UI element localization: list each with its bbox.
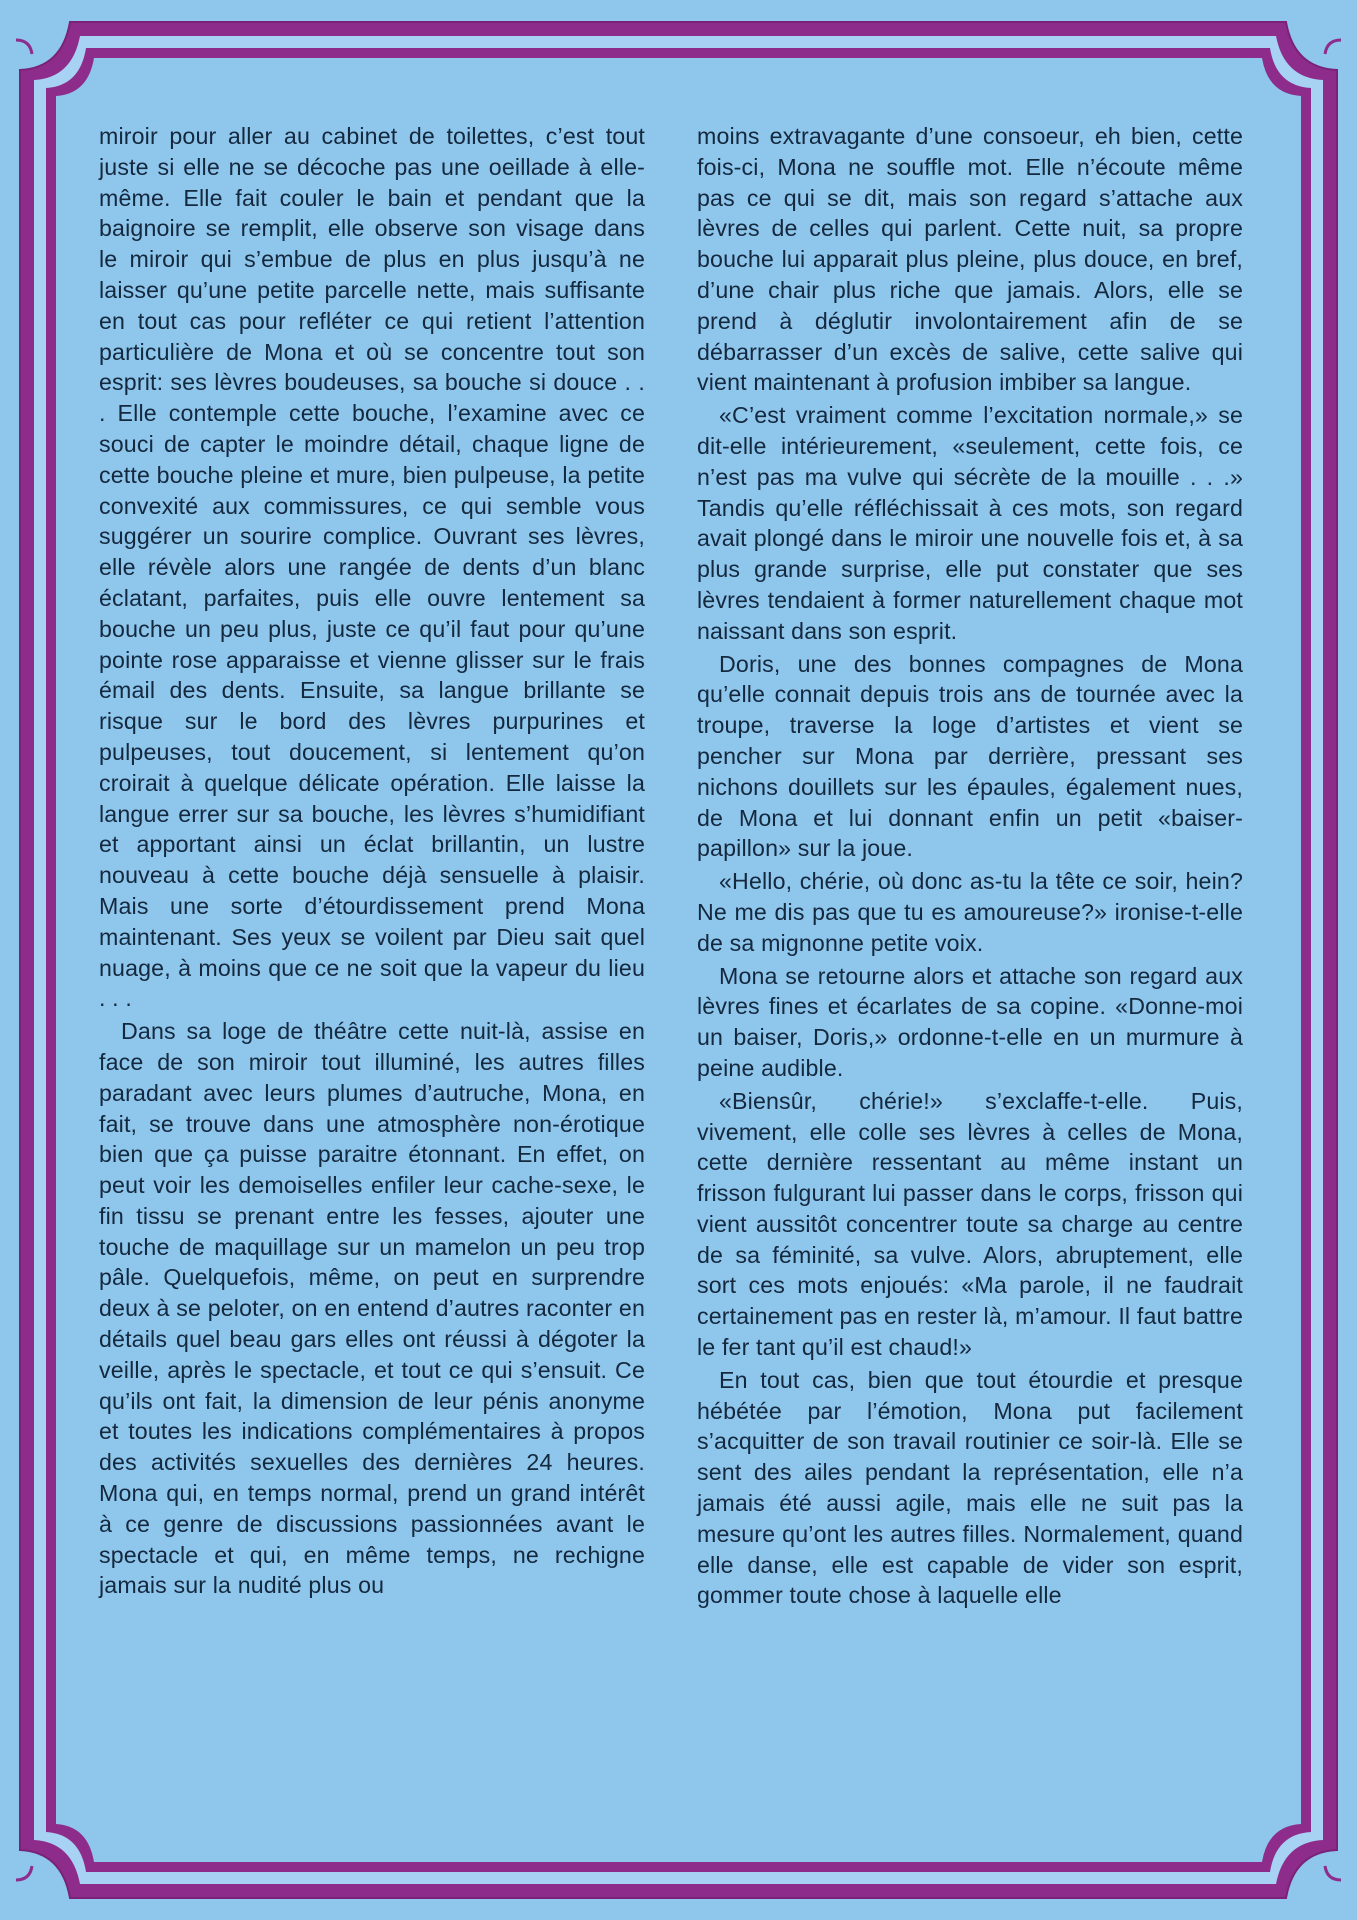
paragraph: En tout cas, bien que tout étourdie et presque hébétée par l’émotion, Mona put facilement s’acquitter de son travail routinier ce soir-là. Elle se sent des ailes pendant la représentation, elle n’a jamais été aussi agile, mais elle ne suit pas la mesure qu’ont les autres filles. Normalement, quand elle danse, elle est capable de vider son esprit, gommer toute chose à laquelle elle: [697, 1366, 1243, 1609]
paragraph: Doris, une des bonnes compagnes de Mona qu’elle connait depuis trois ans de tournée avec la troupe, traverse la loge d’artistes et vient se pencher sur Mona par derrière, pressant ses nichons douillets sur les épaules, également nues, de Mona et lui donnant enfin un petit «baiser-papillon» sur la joue.: [697, 650, 1243, 862]
paragraph: «Hello, chérie, où donc as-tu la tête ce soir, hein? Ne me dis pas que tu es amoureuse?» ironise-t-elle de sa mignonne petite voix.: [697, 868, 1243, 956]
paragraph: miroir pour aller au cabinet de toilettes, c’est tout juste si elle ne se décoche pas une oeillade à elle-même. Elle fait couler le bain et pendant que la baignoire se remplit, elle observe son visage dans le miroir qui s’embue de plus en plus jusqu’à ne laisser qu’une petite parcelle nette, mais suffisante en tout cas pour refléter ce qui retient l’attention particulière de Mona et où se concentre tout son esprit: ses lèvres boudeuses, sa bouche si douce . . . Elle contemple cette bouche, l’examine avec ce souci de capter le moindre détail, chaque ligne de cette bouche pleine et mure, bien pulpeuse, la petite convexité aux commissures, ce qui semble vous suggérer un sourire complice. Ouvrant ses lèvres, elle révèle alors une rangée de dents d’un blanc éclatant, parfaites, puis elle ouvre lentement sa bouche un peu plus, juste ce qu’il faut pour qu’une pointe rose apparaisse et vienne glisser sur le frais émail des dents. Ensuite, sa langue brillante se risque sur le bord des lèvres purpurines et pulpeuses, tout doucement, si lentement qu’on croirait à quelque délicate opération. Elle laisse la langue errer sur sa bouche, les lèvres s’humidifiant et apportant ainsi un éclat brillantin, un lustre nouveau à cette bouche déjà sensuelle à plaisir. Mais une sorte d’étourdissement prend Mona maintenant. Ses yeux se voilent par Dieu sait quel nuage, à moins que ce ne soit que la vapeur du lieu . . .: [99, 123, 645, 1012]
paragraph: moins extravagante d’une consoeur, eh bien, cette fois-ci, Mona ne souffle mot. Elle n’écoute même pas ce qui se dit, mais son regard s’attache aux lèvres de celles qui parlent. Cette nuit, sa propre bouche lui apparait plus pleine, plus douce, en bref, d’une chair plus riche que jamais. Alors, elle se prend à déglutir involontairement afin de se débarrasser d’un excès de salive, cette salive qui vient maintenant à profusion imbiber sa langue.: [697, 123, 1243, 396]
left-text-column: [99, 121, 645, 1821]
paragraph: Mona se retourne alors et attache son regard aux lèvres fines et écarlates de sa copine. «Donne-moi un baiser, Doris,» ordonne-t-elle en un murmure à peine audible.: [697, 962, 1243, 1081]
right-text-column: [697, 121, 1243, 1821]
paragraph: «Biensûr, chérie!» s’exclaffe-t-elle. Puis, vivement, elle colle ses lèvres à celles de Mona, cette dernière ressentant au même instant un frisson fulgurant lui passer dans le corps, frisson qui vient aussitôt concentrer toute sa charge au centre de sa féminité, sa vulve. Alors, abruptement, elle sort ces mots enjoués: «Ma parole, il ne faudrait certainement pas en rester là, m’amour. Il faut battre le fer tant qu’il est chaud!»: [697, 1087, 1243, 1361]
paragraph: Dans sa loge de théâtre cette nuit-là, assise en face de son miroir tout illuminé, les autres filles paradant avec leurs plumes d’autruche, Mona, en fait, se trouve dans une atmosphère non-érotique bien que ça puisse paraitre étonnant. En effet, on peut voir les demoiselles enfiler leur cache-sexe, le fin tissu se prenant entre les fesses, ajouter une touche de maquillage sur un mamelon un peu trop pâle. Quelquefois, même, on peut en surprendre deux à se peloter, on en entend d’autres raconter en détails quel beau gars elles ont réussi à dégoter la veille, après le spectacle, et tout ce qui s’ensuit. Ce qu’ils ont fait, la dimension de leur pénis anonyme et toutes les indications complémentaires à propos des activités sexuelles des dernières 24 heures. Mona qui, en temps normal, prend un grand intérêt à ce genre de discussions passionnées avant le spectacle et qui, en même temps, ne rechigne jamais sur la nudité plus ou: [99, 1018, 645, 1599]
article-columns: [99, 121, 1243, 1821]
paragraph: «C’est vraiment comme l’excitation normale,» se dit-elle intérieurement, «seulement, cette fois, ce n’est pas ma vulve qui sécrète de la mouille . . .» Tandis qu’elle réfléchissait à ces mots, son regard avait plongé dans le miroir une nouvelle fois et, à sa plus grande surprise, elle put constater que ses lèvres tendaient à former naturellement chaque mot naissant dans son esprit.: [697, 402, 1243, 644]
